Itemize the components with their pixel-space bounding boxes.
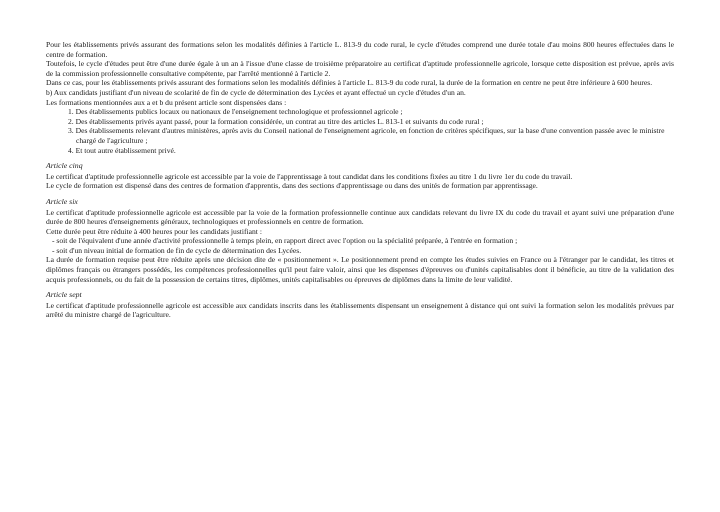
- article-heading: Article six: [46, 196, 78, 206]
- bullet-item: - soit de l'équivalent d'une année d'activité professionnelle à temps plein, en rapport direct avec l'option ou la spécialité préparée, à l'entrée en formation ;: [52, 236, 518, 246]
- paragraph: Cette durée peut être réduite à 400 heures pour les candidats justifiant :: [46, 226, 262, 236]
- paragraph: Les formations mentionnées aux a et b du présent article sont dispensées dans :: [46, 97, 287, 107]
- paragraph: Pour les établissements privés assurant des formations selon les modalités définies à l'article L. 813-9 du code rural, le cycle d'études comprend une durée totale d'au moins 800 heures effectuées dans le centre de formation.: [46, 40, 674, 59]
- paragraph: La durée de formation requise peut être réduite après une décision dite de « positionnement ». Le positionnement prend en compte les études suivies en France ou à l'étranger par le candidat, les titres et diplômes français ou étrangers possédés, les compétences professionnelles qu'il peut faire valoir, ainsi que les dispenses d'épreuves ou d'unités capitalisables dont il bénéficie, au titre de la validation des acquis professionnels, ou du fait de la possession de certains titres, diplômes, unités capitalisables ou épreuves de diplômes dans la limite de leur validité.: [46, 255, 674, 284]
- paragraph: Dans ce cas, pour les établissements privés assurant des formations selon les modalités définies à l'article L. 813-9 du code rural, la durée de la formation en centre ne peut être inférieure à 600 heures.: [46, 78, 653, 88]
- paragraph: Le certificat d'aptitude professionnelle agricole est accessible par la voie de l'apprentissage à tout candidat dans les conditions fixées au titre 1 du livre 1er du code du travail.: [46, 171, 573, 181]
- article-heading: Article sept: [46, 290, 82, 300]
- bullet-item: - soit d'un niveau initial de formation de fin de cycle de détermination des Lycées.: [52, 245, 302, 255]
- list-item: 3. Des établissements relevant d'autres ministères, après avis du Conseil national de l'enseignement agricole, en fonction de critères spécifiques, sur la base d'une convention passée avec le ministre chargé de l'agriculture ;: [68, 126, 665, 145]
- paragraph: b) Aux candidats justifiant d'un niveau de scolarité de fin de cycle de détermination des Lycées et ayant effectué un cycle d'études d'un an.: [46, 87, 466, 97]
- paragraph: Toutefois, le cycle d'études peut être d'une durée égale à un an à l'issue d'une classe de troisième préparatoire au certificat d'aptitude professionnelle agricole, lorsque cette disposition est prévue, après avis de la commission professionnelle consultative compétente, par l'arrêté mentionné à l'article 2.: [46, 59, 674, 78]
- article-heading: Article cinq: [46, 161, 83, 171]
- list-item: 1. Des établissements publics locaux ou nationaux de l'enseignement technologique et professionnel agricole ;: [68, 107, 403, 117]
- paragraph: Le certificat d'aptitude professionnelle agricole est accessible par la voie de la formation professionnelle continue aux candidats relevant du livre IX du code du travail et ayant suivi une préparation d'une durée de 800 heures d'enseignements généraux, technologiques et professionnels en centre de formation.: [46, 207, 674, 227]
- document-page: [46, 40, 674, 320]
- list-item: 4. Et tout autre établissement privé.: [68, 145, 176, 155]
- paragraph: Le certificat d'aptitude professionnelle agricole est accessible aux candidats inscrits dans les établissements dispensant un enseignement à distance qui ont suivi la formation selon les modalités prévues par arrêté du ministre chargé de l'agriculture.: [46, 300, 674, 320]
- list-item: 2. Des établissements privés ayant passé, pour la formation considérée, un contrat au titre des articles L. 813-1 et suivants du code rural ;: [68, 116, 484, 126]
- paragraph: Le cycle de formation est dispensé dans des centres de formation d'apprentis, dans des sections d'apprentissage ou dans des unités de formation par apprentissage.: [46, 181, 538, 191]
- establishment-list: [68, 107, 674, 155]
